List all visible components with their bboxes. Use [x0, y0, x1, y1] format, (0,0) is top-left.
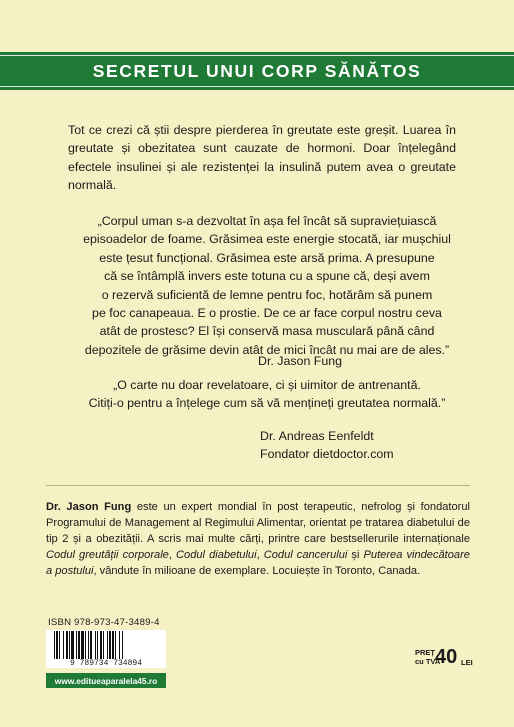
barcode-bars-icon	[46, 630, 166, 660]
intro-paragraph: Tot ce crezi că știi despre pierderea în greutate este greșit. Luarea în greutate și obezitatea sunt cauzate de hormoni. Doar înțelegând efectele insulinei și ale rezistenței la insulină putem avea o greutate normală.	[68, 123, 456, 192]
price-label: PREȚ	[415, 648, 436, 657]
bio-separator: și	[347, 549, 364, 562]
quote-line: depozitele de grăsime devin atât de mici încât nu mai are de ales.”	[84, 342, 450, 357]
barcode	[46, 630, 166, 668]
bio-separator: ,	[256, 549, 264, 562]
bio-book-title: Puterea vindecătoare a postului	[46, 549, 470, 578]
barcode-bar	[81, 631, 84, 659]
quote-line: „O carte nu doar revelatoare, ci și uimitor de antrenantă.	[113, 378, 421, 392]
barcode-bar	[107, 631, 108, 659]
price-vat-label: cu TVA	[415, 657, 441, 666]
section-divider	[46, 485, 470, 486]
cover-banner	[0, 52, 514, 90]
quote-line: Citiți-o pentru a înțelege cum să vă mențineți greutatea normală.”	[88, 396, 446, 411]
barcode-bar	[95, 631, 96, 659]
barcode-bar	[63, 631, 64, 659]
barcode-bar	[69, 631, 70, 659]
quote-eenfeldt-role: Fondator dietdoctor.com	[260, 447, 394, 461]
bio-text: este un expert mondial în post terapeutic, nefrolog și fondatorul Programului de Management al Regimului Alimentar, orientat pe tratarea diabetului de tip 2 și a obezității. A scris mai multe cărți, printre care bestsellerurile internaționale	[46, 501, 470, 546]
banner-bottom-rule	[0, 86, 514, 87]
quote-line: o rezervă suficientă de lemne pentru foc, hotărâm să punem	[101, 287, 433, 302]
quote-fung	[72, 212, 462, 359]
price-currency: LEI	[461, 658, 473, 667]
barcode-bar	[85, 631, 86, 659]
bio-book-title: Codul cancerului	[263, 549, 348, 562]
barcode-bar	[76, 631, 77, 659]
quote-line: episoadelor de foame. Grăsimea este energie stocată, iar mușchiul	[83, 232, 451, 247]
barcode-bar	[66, 631, 68, 659]
barcode-digits: 9 789734 734894	[46, 659, 166, 668]
quote-eenfeldt-author: Dr. Andreas Eenfeldt	[260, 429, 374, 443]
barcode-bar	[122, 631, 123, 659]
barcode-bar	[112, 631, 114, 659]
barcode-bar	[97, 631, 98, 659]
banner-top-rule	[0, 55, 514, 56]
barcode-bar	[100, 631, 102, 659]
quote-line: „Corpul uman s-a dezvoltat în așa fel încât să supraviețuiască	[97, 214, 437, 228]
quote-eenfeldt	[72, 376, 462, 413]
quote-line: pe foc canapeaua. E o prostie. De ce ar face corpul nostru ceva	[92, 306, 442, 321]
quote-fung-author: Dr. Jason Fung	[258, 354, 343, 368]
quote-line: că se întâmplă invers este totuna cu a spune că, deși avem	[104, 269, 430, 284]
publisher-website[interactable]: www.editueaparalela45.ro	[46, 673, 166, 688]
isbn-label: ISBN 978-973-47-3489-4	[48, 617, 160, 628]
barcode-bar	[59, 631, 60, 659]
barcode-bar	[88, 631, 89, 659]
bio-separator: ,	[168, 549, 177, 562]
author-bio	[46, 499, 470, 579]
barcode-bar	[54, 631, 55, 659]
bio-text: , vândute în milioane de exemplare. Locuiește în Toronto, Canada.	[93, 565, 421, 578]
bio-book-title: Codul greutății corporale	[46, 549, 169, 562]
barcode-bar	[119, 631, 120, 659]
bio-book-title: Codul diabetului	[176, 549, 257, 562]
barcode-bar	[90, 631, 92, 659]
bio-author-name: Dr. Jason Fung	[46, 501, 132, 513]
price-tag	[415, 641, 473, 671]
barcode-bar	[103, 631, 104, 659]
quote-line: este țesut funcțional. Grăsimea este arsă prima. A presupune	[99, 250, 435, 265]
barcode-bar	[109, 631, 111, 659]
banner-title: SECRETUL UNUI CORP SĂNĂTOS	[92, 60, 422, 81]
barcode-bar	[71, 631, 74, 659]
barcode-bar	[56, 631, 58, 659]
quote-line: atât de prostesc? El își conservă masa musculară până când	[99, 324, 435, 339]
barcode-bar	[115, 631, 116, 659]
price-amount: 40	[435, 646, 458, 668]
barcode-bar	[78, 631, 80, 659]
